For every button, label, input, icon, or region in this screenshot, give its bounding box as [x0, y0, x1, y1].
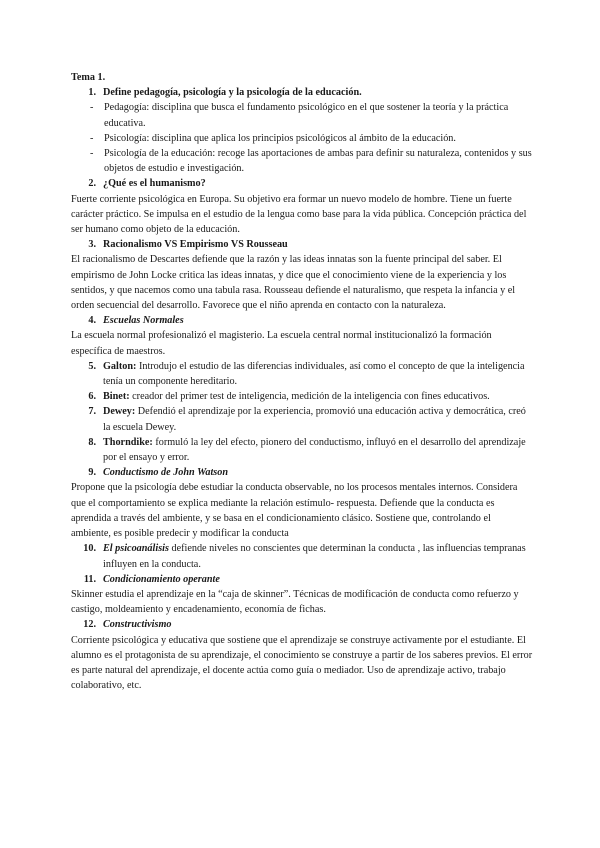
section-number: 4.	[88, 315, 96, 327]
section-number: 11.	[83, 573, 96, 585]
bullet-text: Psicología de la educación: recoge las aportaciones de ambas para definir su naturaleza, contenidos y sus objetos de estudio e investigación.	[104, 148, 532, 175]
section-title: Constructivismo	[103, 619, 172, 631]
bullet-text: Psicología: disciplina que aplica los principios psicológicos al ámbito de la educación.	[104, 132, 456, 144]
section-number: 6.	[88, 391, 96, 403]
section-9-heading	[71, 465, 533, 480]
section-number: 12.	[83, 619, 96, 631]
section-paragraph: La escuela normal profesionalizó el magisterio. La escuela central normal institucionalizó la formación específica de maestros.	[71, 330, 492, 357]
section-paragraph: Fuerte corriente psicológica en Europa. Su objetivo era formar un nuevo modelo de hombre. Tiene un fuerte carácter práctico. Se impulsa en el estudio de la lengua como base para la vida pública. Concepción práctica del ser humano como objeto de la educación.	[71, 193, 527, 236]
section-4-heading	[71, 313, 533, 328]
section-6-item	[71, 389, 533, 404]
section-title: Define pedagogía, psicología y la psicología de la educación.	[103, 87, 362, 99]
bullet-marker: -	[90, 148, 94, 160]
section-12-heading	[71, 617, 533, 632]
person-description: Introdujo el estudio de las diferencias individuales, así como el concepto de que la inteligencia tenía un componente hereditario.	[103, 360, 525, 388]
person-description: formuló la ley del efecto, pionero del conductismo, influyó en el desarrollo del aprendizaje por el ensayo y error.	[103, 436, 526, 464]
section-number: 5.	[88, 360, 96, 372]
section-number: 2.	[88, 178, 96, 190]
person-name: Thorndike:	[103, 436, 153, 448]
list-item	[71, 146, 533, 176]
section-title: Racionalismo VS Empirismo VS Rousseau	[103, 239, 288, 251]
section-body	[103, 435, 533, 465]
section-number: 1.	[88, 87, 96, 99]
section-3-heading	[71, 237, 533, 252]
person-name: Galton:	[103, 360, 137, 372]
bullet-marker: -	[90, 102, 94, 114]
section-7-item	[71, 404, 533, 434]
section-number: 9.	[88, 467, 96, 479]
section-number: 10.	[83, 543, 96, 555]
section-title: Condicionamiento operante	[103, 573, 220, 585]
person-description: Defendió el aprendizaje por la experiencia, promovió una educación activa y democrática, creó la escuela Dewey.	[103, 406, 526, 433]
document-title: Tema 1.	[71, 72, 106, 83]
section-number: 3.	[88, 239, 96, 251]
section-paragraph: El racionalismo de Descartes defiende que la razón y las ideas innatas son la fuente principal del saber. El empirismo de John Locke critica las ideas innatas, y dice que el conocimiento viene de la experiencia y los sentidos, y que nacemos como una tabula rasa. Rousseau defiende el naturalismo, que respeta la infancia y el orden secuencial del desarrollo. Favorece que el niño aprenda en contacto con la naturaleza.	[71, 254, 516, 312]
section-11-heading	[71, 572, 533, 587]
section-body	[103, 541, 533, 571]
person-name: Dewey:	[103, 406, 136, 418]
topic-name: El psicoanálisis	[103, 543, 169, 555]
list-item	[71, 100, 533, 130]
section-paragraph: Propone que la psicología debe estudiar la conducta observable, no los procesos mentales internos. Considera que el comportamiento se explica mediante la relación estímulo- respuesta. Defiende que la conducta es aprendida a través del ambiente, y se basa en el condicionamiento clásico. Sostiene que, controlando el ambiente, es posible predecir y modificar la conducta	[71, 482, 518, 540]
document-page	[71, 70, 533, 693]
bullet-text: Pedagogía: disciplina que busca el fundamento psicológico en el que sostener la teoría y la práctica educativa.	[104, 102, 509, 129]
bullet-marker: -	[90, 132, 94, 144]
list-item	[71, 131, 533, 146]
section-paragraph: Skinner estudia el aprendizaje en la “caja de skinner”. Técnicas de modificación de conducta como refuerzo y castigo, moldeamiento y encadenamiento, economía de fichas.	[71, 588, 519, 616]
person-name: Binet:	[103, 391, 130, 403]
section-title: Escuelas Normales	[103, 315, 184, 327]
section-title: ¿Qué es el humanismo?	[103, 178, 206, 190]
section-number: 8.	[88, 436, 96, 448]
section-8-item	[71, 435, 533, 465]
person-description: creador del primer test de inteligencia, medición de la inteligencia con fines educativos.	[129, 391, 490, 403]
section-10-item	[71, 541, 533, 571]
section-paragraph: Corriente psicológica y educativa que sostiene que el aprendizaje se construye activamente por el estudiante. El alumno es el protagonista de su aprendizaje, el conocimiento se construye a partir de los saberes previos. El error es parte natural del aprendizaje, el docente actúa como guía o mediador. Uso de aprendizaje activo, trabajo colaborativo, etc.	[71, 634, 533, 692]
section-1-heading	[71, 85, 533, 100]
section-5-item	[71, 359, 533, 389]
section-body	[103, 389, 533, 404]
section-body	[103, 359, 533, 389]
section-number: 7.	[88, 406, 96, 418]
section-body	[103, 404, 533, 434]
section-2-heading	[71, 176, 533, 191]
topic-description: defiende niveles no conscientes que determinan la conducta , las influencias tempranas influyen en la conducta.	[103, 543, 526, 570]
section-title: Conductismo de John Watson	[103, 467, 229, 479]
